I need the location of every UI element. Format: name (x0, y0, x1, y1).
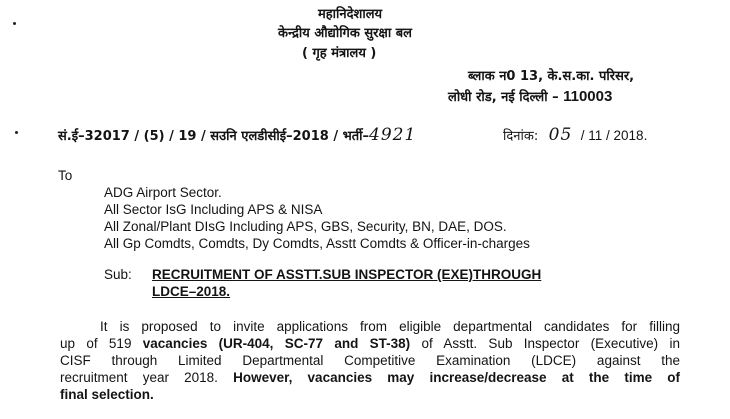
address-line-2 (448, 87, 612, 106)
reference-line (58, 125, 416, 145)
org-header-line-1: महानिदेशालय (318, 7, 383, 22)
to-label: To (58, 168, 73, 183)
address-line-1: ब्लाक न0 13, के.स.का. परिसर, (468, 69, 635, 84)
date-block (503, 125, 647, 145)
subject-line-2: LDCE–2018. (152, 284, 231, 299)
file-number: सं.ई–32017 / (5) / 19 / सउनि एलडीसीई–2018 / भर्ती– (58, 129, 370, 144)
paragraph-text: CISF through Limited Departmental Competitive Examination (LDCE) against the (60, 353, 680, 368)
recipient-item: All Gp Comdts, Comdts, Dy Comdts, Asstt Comdts & Officer-in-charges (104, 236, 530, 251)
recipient-item: All Zonal/Plant DIsG Including APS, GBS, Security, BN, DAE, DOS. (104, 219, 507, 234)
paragraph-line (60, 335, 680, 352)
paragraph-text: It is proposed to invite applications from eligible departmental candidates for filling (100, 319, 680, 334)
body-paragraph (60, 318, 680, 403)
subject-line-1: RECRUITMENT OF ASSTT.SUB INSPECTOR (EXE)THROUGH (152, 267, 542, 282)
org-header-line-2: केन्द्रीय औद्योगिक सुरक्षा बल (278, 26, 412, 41)
paragraph-line (60, 318, 680, 335)
paragraph-text: of Asstt. Sub Inspector (Executive) in (410, 336, 680, 351)
vacancy-note: final selection. (60, 387, 154, 402)
org-header-line-3: ( गृह मंत्रालय ) (302, 46, 377, 61)
date-month-year: / 11 / 2018. (580, 128, 648, 143)
handwritten-date: 05 (548, 125, 573, 145)
paragraph-text: up of 519 (60, 336, 143, 351)
subject-label: Sub: (104, 267, 132, 282)
recipient-item: All Sector IsG Including APS & NISA (104, 202, 323, 217)
pin-code: 110003 (563, 88, 613, 105)
paragraph-line (60, 352, 680, 369)
date-label: दिनांक: (503, 129, 539, 144)
paragraph-line (60, 369, 680, 386)
handwritten-dispatch-number: 4921 (369, 125, 417, 145)
vacancy-note: However, vacancies may increase/decrease at the time of (233, 370, 680, 385)
margin-mark (13, 22, 16, 25)
recipient-item: ADG Airport Sector. (104, 185, 222, 200)
margin-mark (15, 131, 18, 134)
vacancy-breakdown: vacancies (UR-404, SC-77 and ST-38) (142, 336, 411, 351)
paragraph-text: recruitment year 2018. (60, 370, 234, 385)
address-text: लोधी रोड, नई दिल्ली – (448, 90, 559, 105)
paragraph-line (60, 386, 680, 403)
